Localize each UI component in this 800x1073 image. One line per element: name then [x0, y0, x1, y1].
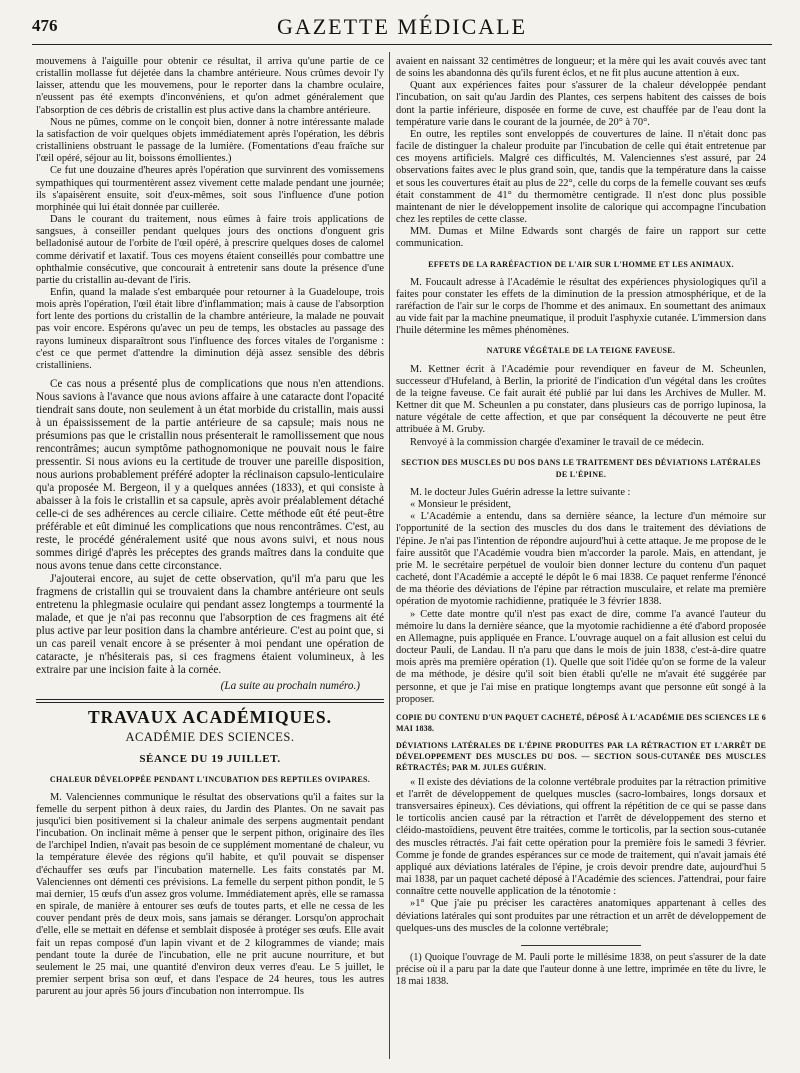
paragraph: Enfin, quand la malade s'est embarquée pour retourner à la Guadeloupe, trois mois après l'opération, l'œil était libre d'inflammation; mais à cause de l'absorption fort lente des portions du cristallin de la chambre antérieure, la malade ne pouvait pas voir encore. Espérons qu'avec un peu de temps, les obstacles au passage des rayons lumineux disparaîtront sous l'influence des forces vitales de l'organisme : c'est ce que permet d'attendre la diminution déjà assez sensible des débris cristalliniens.: [36, 286, 384, 371]
paragraph: M. le docteur Jules Guérin adresse la lettre suivante :: [410, 487, 631, 498]
paragraph: En outre, les reptiles sont enveloppés de couvertures de laine. Il n'était donc pas facile de distinguer la chaleur produite par l'incubation de celle qui était entretenue par ces moyens artificiels. Malgré ces difficultés, M. Valenciennes s'est assuré, par 24 observations faites avec le plus grand soin, que, tandis que la température dans la caisse et sous les couvertures était au plus de 22°, celle du corps de la femelle couvant ses œufs était constamment de 41° du thermomètre centigrade. Il n'est donc plus possible maintenant de nier le développement insolite de calorique qui accompagne l'incubation chez les reptiles de cette classe.: [396, 128, 766, 226]
section-heading: COPIE DU CONTENU D'UN PAQUET CACHETÉ, DÉPOSÉ À L'ACADÉMIE DES SCIENCES LE 6 MAI 1838.: [396, 712, 766, 733]
paragraph: M. Foucault adresse à l'Académie le résultat des expériences physiologiques qu'il a faites pour constater les effets de la diminution de la pression atmosphérique, et de la raréfaction de l'air sur le corps de l'homme et des animaux. En soumettant des animaux au vide fait par la machine pneumatique, il produit l'asphyxie cutanée. L'immersion dans l'huile détermine les mêmes phénomènes.: [396, 276, 766, 337]
paragraph: » Cette date montre qu'il n'est pas exact de dire, comme l'a avancé l'auteur du mémoire lu dans la dernière séance, que la myotomie rachidienne a été d'abord proposée en Allemagne, puis appliquée en France. L'ouvrage auquel on a fait allusion est celui du docteur Pauli, de Landau. Il n'a paru que dans le mois de juin 1838, c'est-à-dire quatre mois après ma première opération (1). Quelle que soit l'idée qu'on se forme de la valeur de ma méthode, je désire qu'il soit bien établi qu'elle ne m'avait été suggérée par personne, et que je l'ai mise en pratique longtemps avant que personne eût songé à la proposer.: [396, 608, 766, 705]
signoff: (La suite au prochain numéro.): [220, 680, 360, 693]
seance-heading: SÉANCE DU 19 JUILLET.: [139, 753, 281, 766]
paragraph: « Il existe des déviations de la colonne vertébrale produites par la rétraction primitive et l'arrêt de développement de quelques muscles (sacro-lombaires, longs dorsaux et transversaires épineux). Ces déviations, qui offrent la répétition de ce qui se passe dans le torticolis ancien causé par la rétraction et l'arrêt de développement des sterno et cléido-mastoïdiens, peuvent être traitées, comme le torticolis, par la section sous-cutanée des muscles rétractés. J'ai fait cette opération pour la première fois le samedi 3 février. Comme je fonde de grandes espérances sur ce mode de traitement, qui n'avait jamais été appliqué aux déviations latérales de l'épine, je crois devoir prendre date, aujourd'hui 5 mai 1838, par un paquet cacheté déposé à l'Académie des sciences. J'attendrai, pour faire connaître cette nouvelle application de la ténotomie :: [396, 776, 766, 898]
paragraph: « L'Académie a entendu, dans sa dernière séance, la lecture d'un mémoire sur l'opportunité de la section des muscles du dos dans le traitement des déviations de l'épine. Je n'ai pas l'intention de répondre aujourd'hui à cette attaque. Je me propose de le faire aussitôt que l'Académie voudra bien m'accorder la parole. Mais, en attendant, je prie M. le secrétaire perpétuel de vouloir bien donner lecture du contenu d'un paquet cacheté, dont l'Académie a accepté le dépôt le 6 mai 1838. Ce paquet renferme l'énoncé de ma théorie des déviations de l'épine par rétraction musculaire, et relate ma première opération de myotomie rachidienne, pratiquée le 3 février 1838.: [396, 511, 766, 608]
paragraph: Ce fut une douzaine d'heures après l'opération que survinrent des vomissemens sympathiques qui tourmentèrent assez vivement cette malade pendant une journée; ils s'apaisèrent ensuite, soit d'eux-mêmes, soit sous l'influence d'une potion morphinée qui lui était donnée par cuillerée.: [36, 165, 384, 213]
footnote-divider: [521, 945, 641, 946]
paragraph: MM. Dumas et Milne Edwards sont chargés de faire un rapport sur cette communication.: [396, 226, 766, 250]
paragraph: Ce cas nous a présenté plus de complications que nous n'en attendions. Nous savions à l'avance que nous avions affaire à une cataracte dont l'opacité tiendrait sans doute, non seulement à un état morbide du cristallin, mais aussi à un épaississement de la partie antérieure de sa capsule; mais nous ne présumions pas que le cristallin nous présenterait le ramollissement que nous rencontrâmes; aucun symptôme pathognomonique ne pouvait nous le faire pressentir. Si nous avions eu la certitude de trouver une pareille disposition, nous aurions probablement préféré adopter la réclinaison capsulo-lenticulaire qu'a proposée M. Bergeon, il y a quelques années (1833), et qui consiste à abaisser à la fois le cristallin et sa capsule, après avoir préalablement détaché celle-ci de ses adhérences au cercle ciliaire. Cette méthode eût été peut-être préférable et eût diminué les complications que nous rencontrâmes. C'est, au reste, le procédé généralement usité que nous avons suivi, et nous nous sommes dirigé d'après les préceptes des grands maîtres dans la conduite que nous avons tenue dans cette circonstance.: [36, 378, 384, 573]
paragraph: M. Kettner écrit à l'Académie pour revendiquer en faveur de M. Scheunlen, successeur d'Hufeland, à Berlin, la priorité de l'indication d'un végétal dans les croûtes de la teigne faveuse. Ce fait aurait été publié par lui dans les Archives de Muller. M. Kettner dit que M. Scheunlen a pu constater, dans plusieurs cas de porrigo lupinosa, la nature végétale de cette affection, et que par conséquent la découverte ne peut être attribuée à M. Gruby.: [396, 363, 766, 436]
paragraph: Renvoyé à la commission chargée d'examiner le travail de ce médecin.: [410, 436, 704, 448]
page-number: 476: [32, 16, 58, 35]
paragraph: M. Valenciennes communique le résultat des observations qu'il a faites sur la femelle du serpent pithon à deux raies, du Jardin des Plantes. On ne savait pas jusqu'ici bien positivement si la chaleur animale des serpens augmentait pendant l'incubation. On inclinait même à penser que le serpent pithon, originaire des îles de l'archipel Indien, n'avait pas besoin de ce supplément momentané de chaleur, vu la température élevée des régions qu'il habite, et qu'il pouvait se dispenser d'échauffer ses œufs par l'incubation maternelle. Les faits constatés par M. Valenciennes ont démenti ces prévisions. La femelle du serpent pithon pondit, le 5 mai dernier, 15 œufs d'un assez gros volume. Immédiatement après, elle se ramassa en spirale, de manière à entourer ses œufs de toutes parts, et elle ne cessa de les couver pendant près de deux mois, sans jamais se déranger. Lorsqu'on approchait d'elle, elle se mettait en défense et semblait disposée à protéger ses œufs. Elle avait fait un repas composé d'un lapin vivant et de 2 kilogrammes de viande; mais pendant toute la durée de l'incubation, elle ne prit aucune nourriture, et but seulement le 25 mai, une quantité d'environ deux verres d'eau. Le 5 juillet, le premier serpent brisa son œuf, et dans l'espace de 24 heures, tous les autres parurent au jour après 56 jours d'incubation non interrompue. Ils: [36, 791, 384, 998]
paragraph: Nous ne pûmes, comme on le conçoit bien, donner à notre intéressante malade la satisfaction de voir quelques objets immédiatement après l'opération, les débris cristalliniens obstruant le passage de la lumière. (Fomentations d'eau fraîche sur l'œil opéré, séjour au lit, boissons émollientes.): [36, 116, 384, 165]
journal-title: GAZETTE MÉDICALE: [276, 14, 528, 39]
section-heading: NATURE VÉGÉTALE DE LA TEIGNE FAVEUSE.: [486, 346, 676, 356]
paragraph: »1° Que j'aie pu préciser les caractères anatomiques appartenant à celles des déviations latérales qui sont produites par une rétraction et un arrêt de développement de quelques-uns des muscles de la colonne vertébrale;: [396, 898, 766, 934]
section-heading: SECTION DES MUSCLES DU DOS DANS LE TRAITEMENT DES DÉVIATIONS LATÉRALES DE L'ÉPINE.: [401, 457, 761, 479]
right-column: [396, 56, 766, 1057]
paragraph: mouvemens à l'aiguille pour obtenir ce résultat, il arriva qu'une partie de ce cristallin mollasse fut déjetée dans la chambre antérieure. Nous crûmes devoir l'y laisser, attendu que les mouvemens, pour le reporter dans la chambre oculaire, n'eussent pas été exempts d'inconvéniens, et qu'on admet généralement que l'absorption de ces débris de cristallin est plus active dans la chambre antérieure.: [36, 56, 384, 116]
academie-heading: ACADÉMIE DES SCIENCES.: [125, 730, 295, 745]
section-heading: EFFETS DE LA RARÉFACTION DE L'AIR SUR L'HOMME ET LES ANIMAUX.: [428, 259, 734, 269]
paragraph: J'ajouterai encore, au sujet de cette observation, qu'il m'a paru que les fragmens de cristallin qui se trouvaient dans la chambre antérieure ont seuls entretenu la phlegmasie oculaire qui pendant assez longtemps a tourmenté la malade, et que je n'ai pas reconnu que l'absorption de ces fragmens ait été plus active par leur position dans la chambre antérieure. C'est au point que, si un cas pareil venait encore à se présenter à moi pendant une opération de cataracte, je n'hésiterais pas, si ces fragmens étaient volumineux, à les extraire par une incision faite à la cornée.: [36, 573, 384, 677]
column-divider: [389, 52, 390, 1059]
page-header: [32, 14, 772, 45]
paragraph: Dans le courant du traitement, nous eûmes à faire trois applications de sangsues, à conseiller pendant quelques jours des onctions d'onguent gris belladonisé autour de l'orbite de l'œil opéré, à prescrire quelques doses de calomel comme dérivatif et laxatif. Tous ces moyens étaient conseillés pour combattre une ophthalmie consécutive, que concourait à entretenir sans doute la présence d'une partie du cristallin au-devant de l'iris.: [36, 214, 384, 286]
paragraph: « Monsieur le président,: [410, 499, 511, 511]
travaux-heading: TRAVAUX ACADÉMIQUES.: [88, 707, 332, 728]
section-heading: DÉVIATIONS LATÉRALES DE L'ÉPINE PRODUITES PAR LA RÉTRACTION ET L'ARRÊT DE DÉVELOPPEMENT DES MUSCLES DU DOS. — SECTION SOUS-CUTANÉE DES MUSCLES RÉTRACTÉS; PAR M. JULES GUÉRIN.: [396, 740, 766, 772]
section-divider: [36, 699, 384, 703]
left-column: [36, 56, 384, 1057]
paragraph: avaient en naissant 32 centimètres de longueur; et la mère qui les avait couvés avec tant de soins les abandonna dès qu'ils furent éclos, et ne fit plus aucune attention à eux.: [396, 56, 766, 80]
paragraph: Quant aux expériences faites pour s'assurer de la chaleur développée pendant l'incubation, on sait qu'au Jardin des Plantes, ces serpens habitent des caisses de bois dont la partie inférieure, disposée en forme de cuve, est chauffée par de l'eau dont la température varie dans le courant de la journée, de 20° à 70°.: [396, 80, 766, 128]
footnote: (1) Quoique l'ouvrage de M. Pauli porte le millésime 1838, on peut s'assurer de la date précise où il a paru par la date que l'auteur donne à une lettre, imprimée en tête du livre, le 18 mai 1838.: [396, 951, 766, 987]
section-heading: CHALEUR DÉVELOPPÉE PENDANT L'INCUBATION DES REPTILES OVIPARES.: [49, 774, 371, 784]
